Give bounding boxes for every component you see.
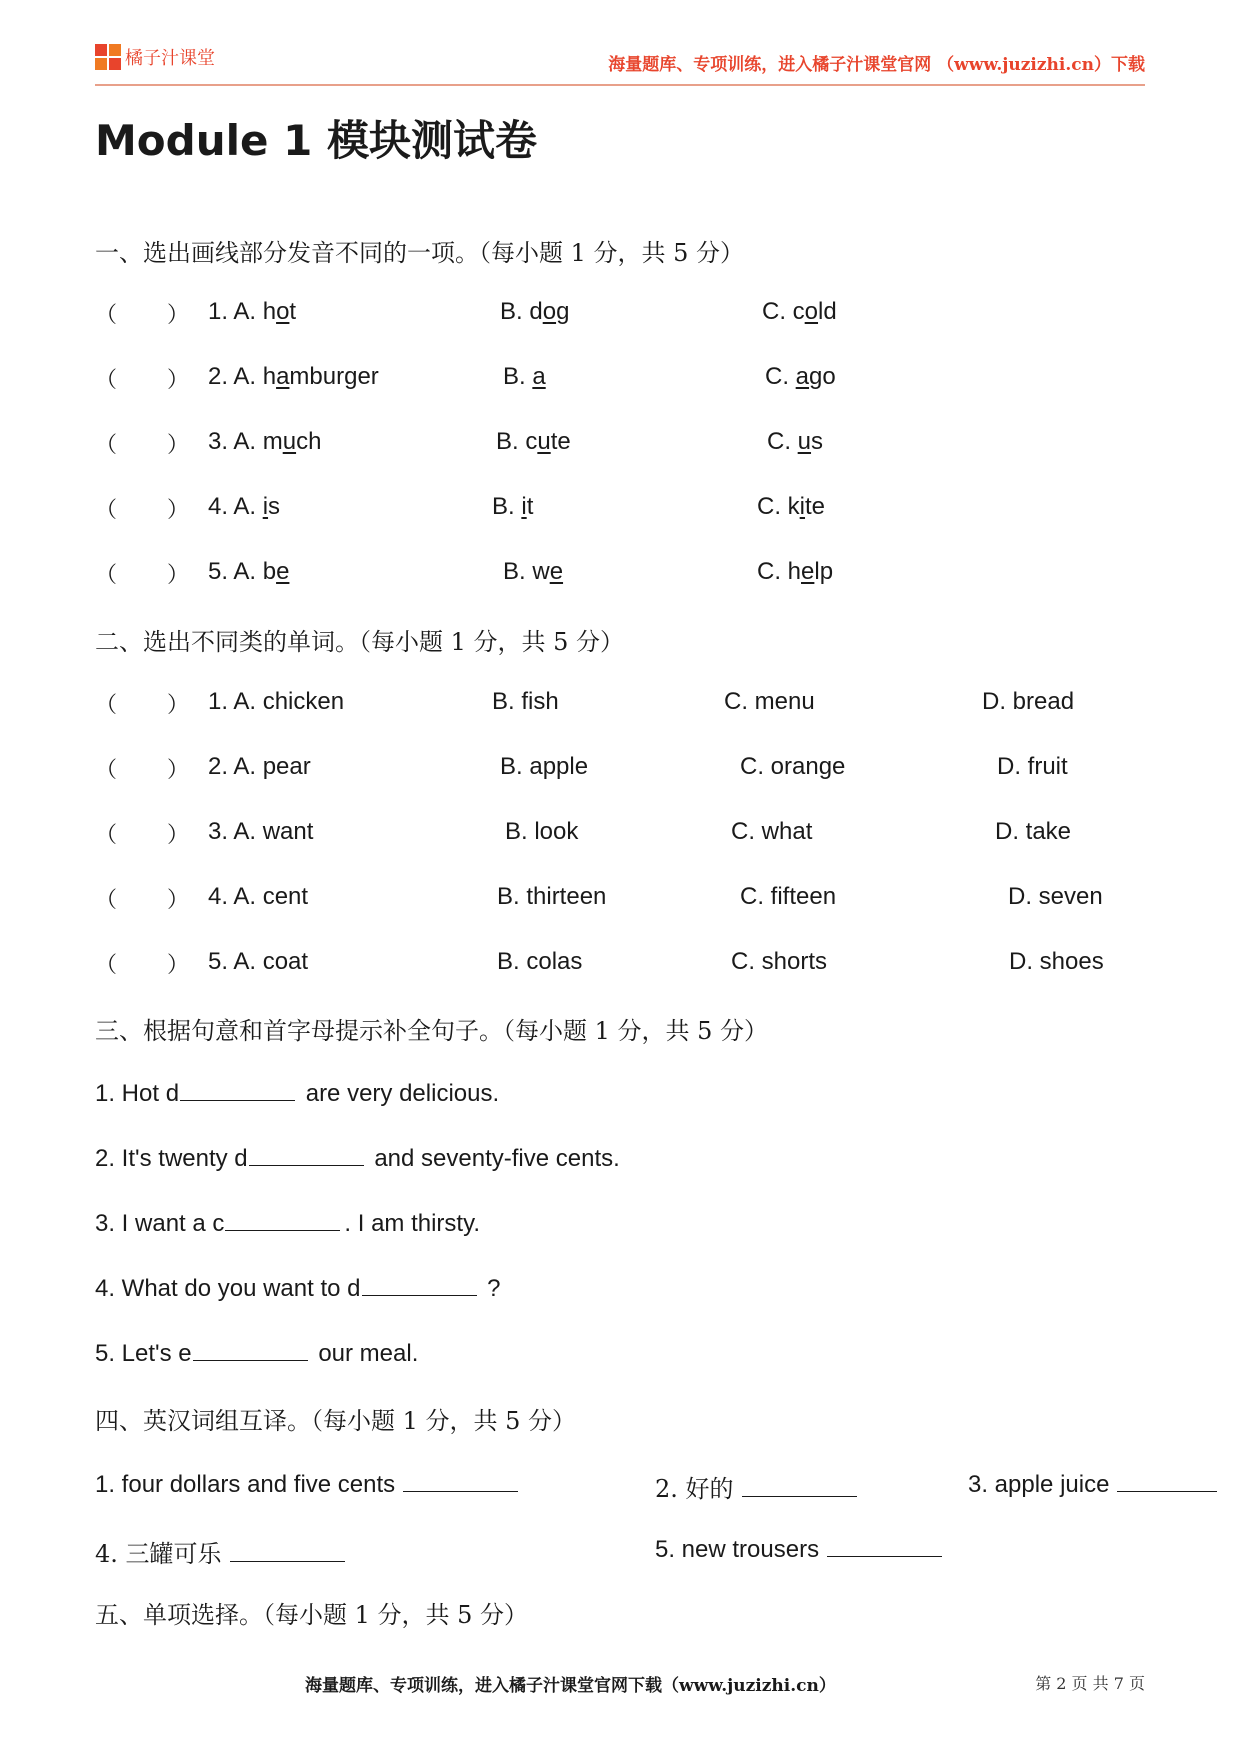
answer-blank[interactable] [193, 1338, 308, 1361]
option-c: C. menu [724, 688, 815, 715]
sentence-end: our meal. [311, 1340, 419, 1367]
option-b [496, 428, 571, 456]
option-a: 4. A. cent [208, 883, 309, 910]
answer-paren-open: （ [95, 823, 118, 848]
option-d: D. shoes [1009, 948, 1104, 975]
answer-paren-close: ） [167, 693, 190, 718]
option-b: B. look [505, 818, 579, 845]
sentence-start: 2. It's twenty d [95, 1145, 248, 1172]
sentence-end: and seventy-five cents. [367, 1145, 620, 1172]
footer-slogan: 海量题库、专项训练，进入橘子汁课堂官网下载（www.juzizhi.cn） [305, 1676, 836, 1696]
option-c [757, 558, 833, 586]
option-c [767, 428, 823, 456]
option-a [208, 428, 321, 456]
answer-paren-open: （ [95, 563, 118, 588]
option-a: 1. A. chicken [208, 688, 345, 715]
answer-paren-open: （ [95, 498, 118, 523]
option-text: C. [765, 363, 796, 390]
translate-item-5 [655, 1534, 942, 1564]
option-text: g [556, 298, 570, 325]
answer-paren-open: （ [95, 888, 118, 913]
option-text: C. h [757, 558, 802, 585]
underlined-letters: a [532, 363, 546, 390]
section-4-heading: 四、英汉词组互译。（每小题 1 分，共 5 分） [95, 1407, 577, 1435]
underlined-letters: i [799, 493, 806, 520]
option-a [208, 558, 289, 586]
answer-blank[interactable] [742, 1474, 857, 1497]
answer-blank[interactable] [180, 1078, 295, 1101]
answer-paren-close: ） [167, 433, 190, 458]
underlined-letters: a [276, 363, 290, 390]
fill-item [95, 1208, 480, 1238]
answer-paren-close: ） [167, 303, 190, 328]
option-c: C. orange [740, 753, 846, 780]
sentence-start: 4. What do you want to d [95, 1275, 361, 1302]
answer-blank[interactable] [403, 1469, 518, 1492]
fill-item [95, 1078, 499, 1108]
fill-item [95, 1143, 620, 1173]
underlined-letters: o [276, 298, 290, 325]
underlined-letters: i [262, 493, 269, 520]
option-a: 5. A. coat [208, 948, 309, 975]
option-text: C. c [762, 298, 805, 325]
option-text: 2. A. h [208, 363, 277, 390]
fill-item [95, 1338, 418, 1368]
underlined-letters: e [549, 558, 564, 585]
option-d: D. take [995, 818, 1072, 845]
option-b: B. fish [492, 688, 559, 715]
sentence-end: . I am thirsty. [344, 1210, 480, 1237]
option-text: B. [503, 363, 533, 390]
option-c: C. fifteen [740, 883, 837, 910]
answer-blank[interactable] [225, 1208, 340, 1231]
answer-blank[interactable] [827, 1534, 942, 1557]
answer-blank[interactable] [1117, 1469, 1217, 1492]
translate-item-1 [95, 1469, 518, 1499]
option-d: D. bread [982, 688, 1075, 715]
option-text: t [289, 298, 297, 325]
option-c: C. what [731, 818, 813, 845]
option-text: B. w [503, 558, 550, 585]
option-text: B. [492, 493, 522, 520]
option-c [757, 493, 825, 521]
answer-blank[interactable] [230, 1539, 345, 1562]
option-text: te [805, 493, 826, 520]
option-text: te [550, 428, 571, 455]
section-2-heading: 二、选出不同类的单词。（每小题 1 分，共 5 分） [95, 628, 625, 656]
translate-text: 1. four dollars and five cents [95, 1471, 396, 1498]
page-number: 第 2 页 共 7 页 [1035, 1674, 1145, 1693]
answer-paren-open: （ [95, 758, 118, 783]
section-5-heading: 五、单项选择。（每小题 1 分，共 5 分） [95, 1601, 529, 1629]
underlined-letters: i [521, 493, 527, 520]
answer-paren-close: ） [167, 368, 190, 393]
logo-text: 橘子汁课堂 [125, 48, 215, 69]
answer-paren-open: （ [95, 953, 118, 978]
answer-paren-close: ） [167, 758, 190, 783]
page-title: Module 1 模块测试卷 [95, 116, 537, 165]
translate-text: 4. 三罐可乐 [95, 1540, 222, 1568]
option-text: t [526, 493, 534, 520]
answer-paren-close: ） [167, 953, 190, 978]
underlined-letters: o [804, 298, 819, 325]
answer-paren-open: （ [95, 368, 118, 393]
underlined-letters: u [797, 428, 812, 455]
answer-paren-open: （ [95, 433, 118, 458]
option-d: D. seven [1008, 883, 1103, 910]
answer-paren-open: （ [95, 693, 118, 718]
option-text: C. k [757, 493, 800, 520]
section-3-heading: 三、根据句意和首字母提示补全句子。（每小题 1 分，共 5 分） [95, 1017, 769, 1045]
answer-blank[interactable] [249, 1143, 364, 1166]
fill-item [95, 1273, 501, 1303]
translate-item-3 [968, 1469, 1217, 1499]
option-text: 4. A. [208, 493, 263, 520]
option-d: D. fruit [997, 753, 1068, 780]
option-a [208, 298, 296, 326]
answer-paren-open: （ [95, 303, 118, 328]
option-a [208, 363, 379, 391]
option-text: ld [818, 298, 837, 325]
header-slogan: 海量题库、专项训练，进入橘子汁课堂官网 （www.juzizhi.cn）下载 [608, 55, 1145, 75]
answer-blank[interactable] [362, 1273, 477, 1296]
underlined-letters: u [282, 428, 297, 455]
logo-icon [95, 44, 121, 70]
option-b: B. apple [500, 753, 589, 780]
sentence-start: 1. Hot d [95, 1080, 180, 1107]
option-c: C. shorts [731, 948, 828, 975]
answer-paren-close: ） [167, 823, 190, 848]
option-c [762, 298, 837, 326]
translate-text: 5. new trousers [655, 1536, 820, 1563]
option-text: ch [296, 428, 322, 455]
option-b: B. colas [497, 948, 583, 975]
option-text: mburger [289, 363, 379, 390]
option-text: C. [767, 428, 798, 455]
translate-item-2 [655, 1469, 857, 1504]
sentence-start: 5. Let's e [95, 1340, 192, 1367]
translate-text: 2. 好的 [655, 1475, 734, 1503]
option-a: 3. A. want [208, 818, 314, 845]
option-c [765, 363, 836, 391]
translate-item-4 [95, 1534, 345, 1569]
sentence-start: 3. I want a c [95, 1210, 225, 1237]
option-text: B. d [500, 298, 543, 325]
underlined-letters: e [276, 558, 290, 585]
underlined-letters: o [542, 298, 557, 325]
option-text: s [811, 428, 824, 455]
underlined-letters: u [537, 428, 551, 455]
option-text: 5. A. b [208, 558, 277, 585]
underlined-letters: a [795, 363, 810, 390]
header-divider [95, 84, 1145, 86]
option-a [208, 493, 280, 521]
option-text: s [268, 493, 281, 520]
option-b [503, 363, 546, 391]
option-b [492, 493, 533, 521]
answer-paren-close: ） [167, 888, 190, 913]
underlined-letters: e [801, 558, 815, 585]
option-text: B. c [496, 428, 538, 455]
sentence-end: ? [480, 1275, 501, 1302]
option-text: lp [814, 558, 834, 585]
option-text: go [809, 363, 836, 390]
option-b [503, 558, 563, 586]
answer-paren-close: ） [167, 498, 190, 523]
option-b [500, 298, 569, 326]
option-text: 1. A. h [208, 298, 277, 325]
section-1-heading: 一、选出画线部分发音不同的一项。（每小题 1 分，共 5 分） [95, 239, 745, 267]
option-a: 2. A. pear [208, 753, 311, 780]
logo [95, 44, 215, 70]
sentence-end: are very delicious. [299, 1080, 500, 1107]
option-text: 3. A. m [208, 428, 283, 455]
answer-paren-close: ） [167, 563, 190, 588]
option-b: B. thirteen [497, 883, 607, 910]
translate-text: 3. apple juice [968, 1471, 1110, 1498]
